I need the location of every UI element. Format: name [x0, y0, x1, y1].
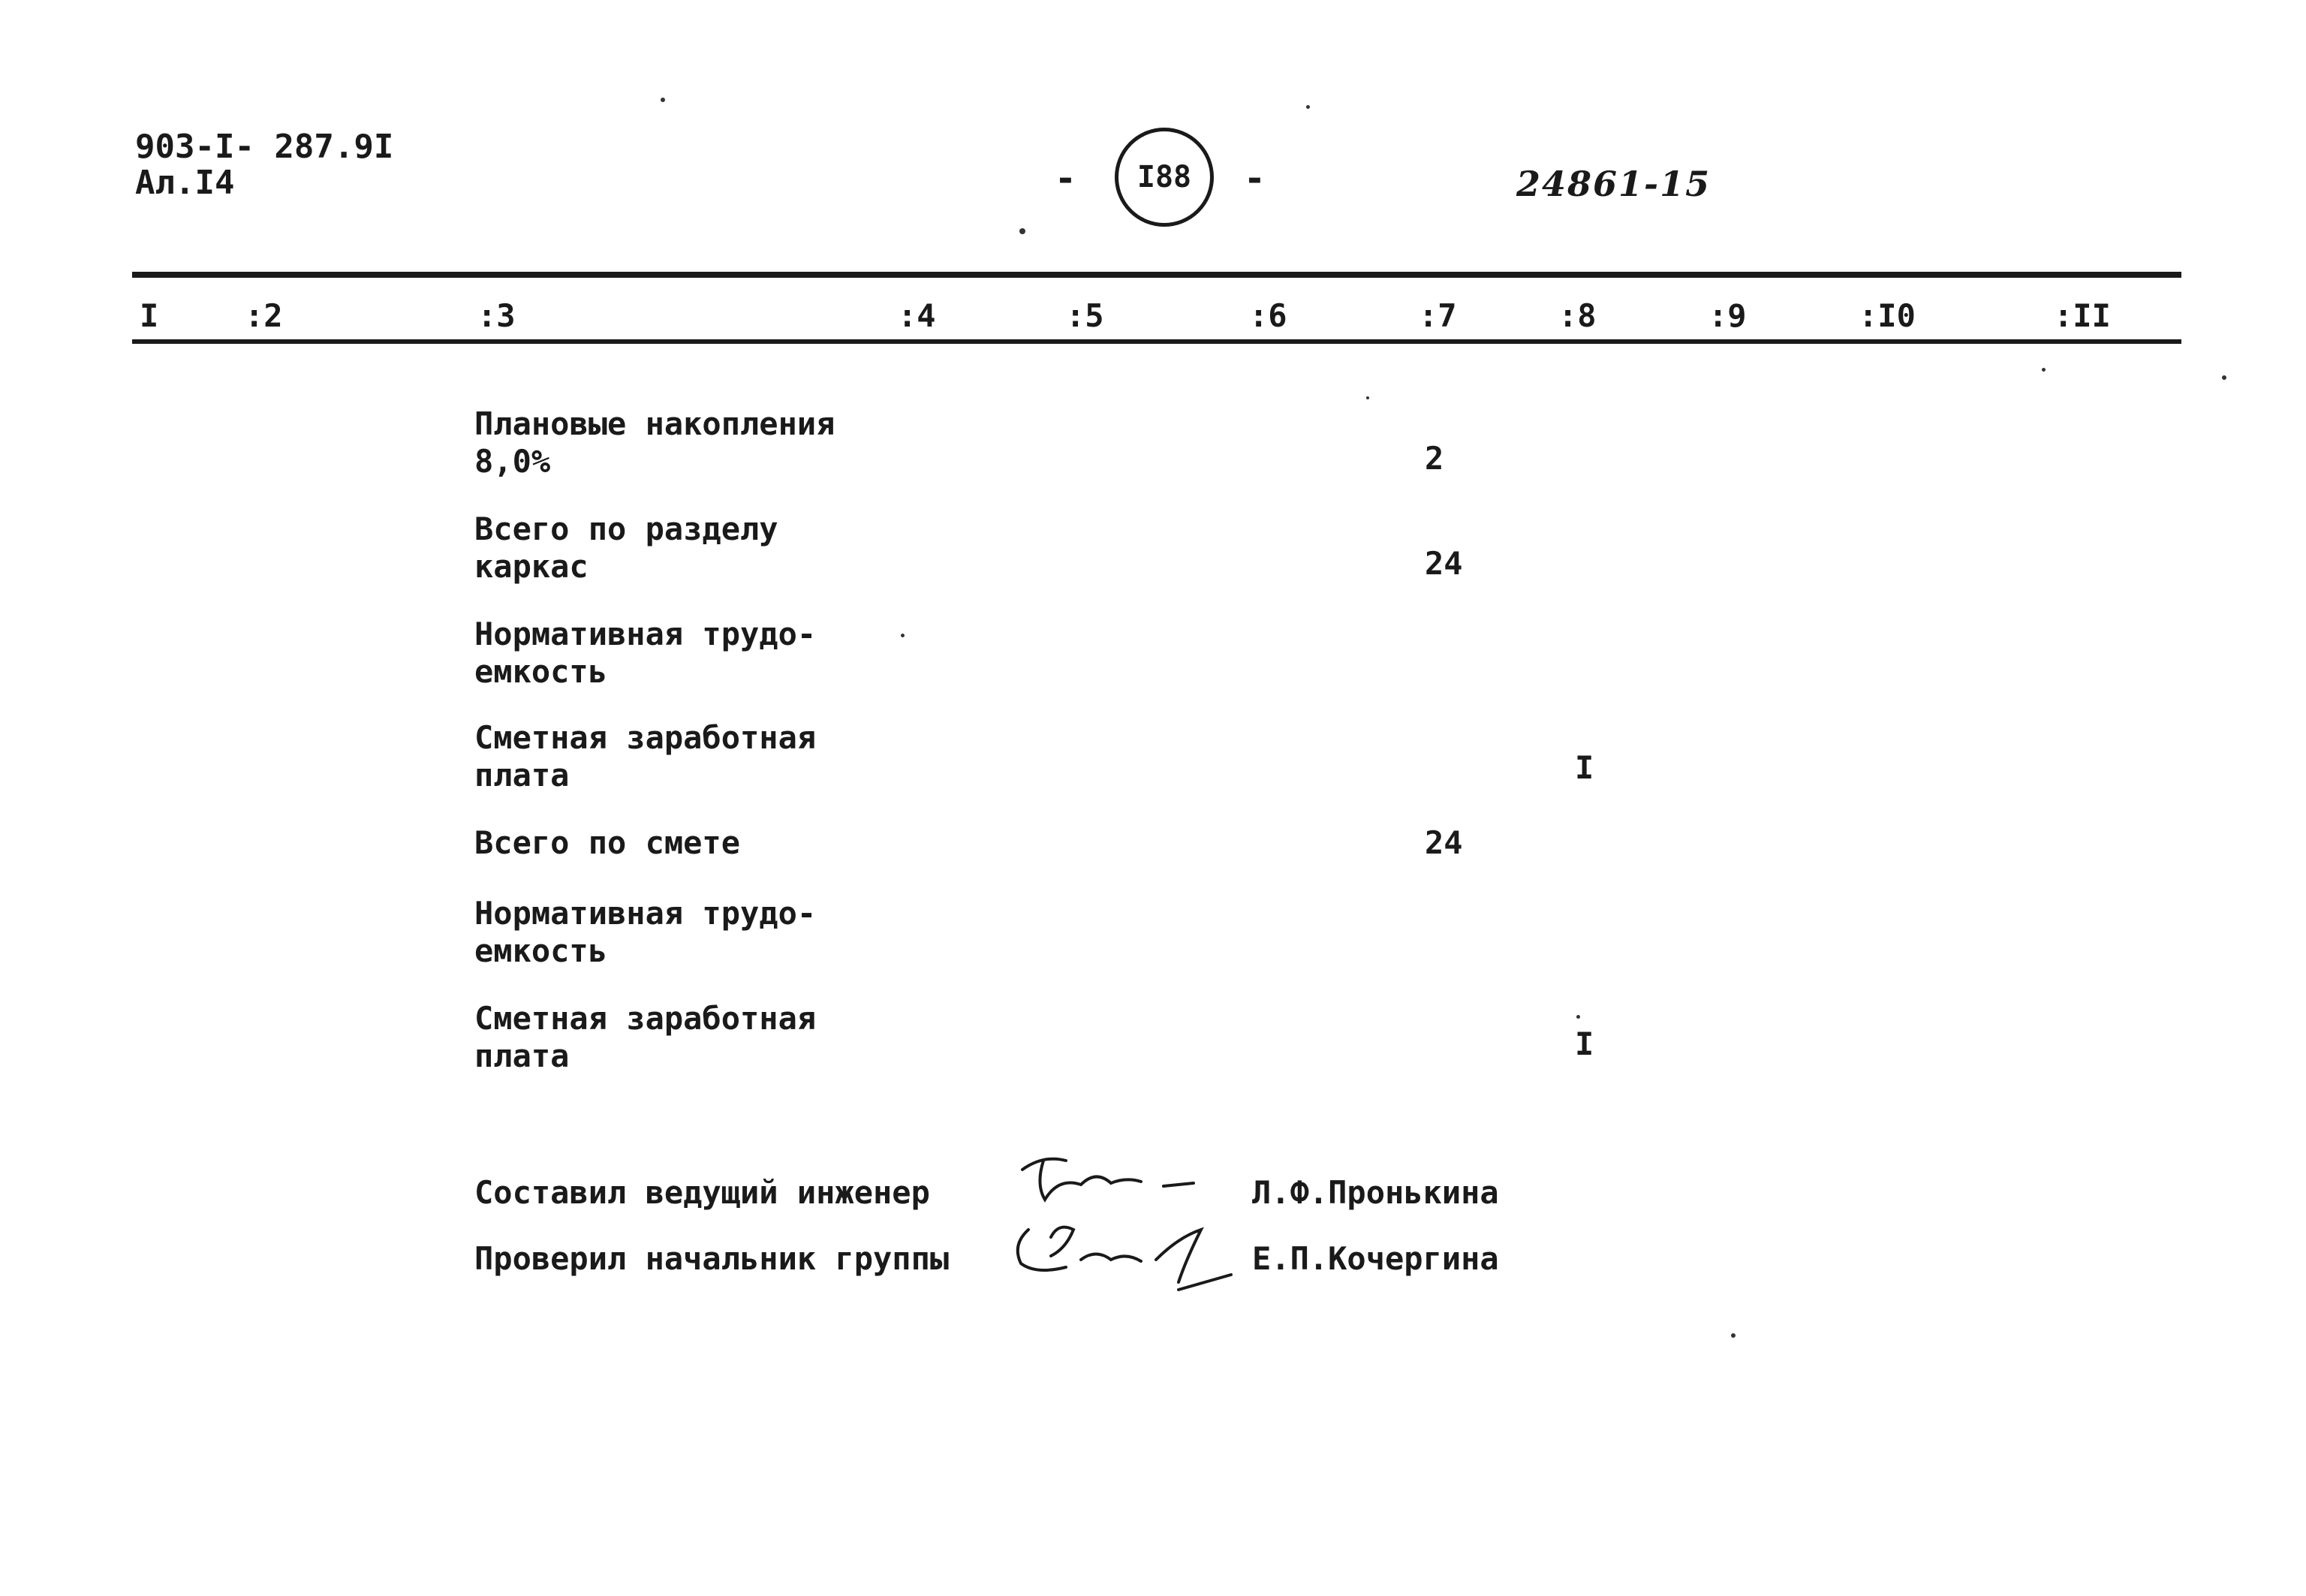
row-value-col7: 2 — [1425, 440, 1444, 477]
column-number: :4 — [898, 297, 936, 334]
header-rule-bottom — [132, 339, 2181, 344]
document-code-line1: 903-I- 287.9I — [135, 128, 394, 166]
column-number: :5 — [1066, 297, 1104, 334]
scan-speck — [2042, 368, 2046, 372]
document-code-line2: Ал.I4 — [135, 164, 235, 202]
row-value-col8: I — [1575, 749, 1594, 786]
scan-speck — [1306, 105, 1310, 109]
row-label-wages: Сметная заработная плата — [474, 719, 817, 793]
row-label-section-total: Всего по разделу каркас — [474, 510, 778, 585]
column-number: :6 — [1249, 297, 1287, 334]
row-value-col7: 24 — [1425, 824, 1463, 861]
header-rule-top — [132, 272, 2181, 278]
row-label-wages: Сметная заработная плата — [474, 1000, 817, 1074]
page-dash-right: - — [1244, 158, 1266, 200]
column-number: :9 — [1708, 297, 1747, 334]
page-dash-left: - — [1055, 158, 1076, 200]
column-number: :7 — [1419, 297, 1457, 334]
reviewer-role: Проверил начальник группы — [474, 1240, 950, 1277]
column-number: :8 — [1558, 297, 1597, 334]
scan-speck — [1019, 228, 1025, 234]
row-label-labor-intensity: Нормативная трудо- емкость — [474, 895, 817, 969]
scan-speck — [1366, 396, 1369, 399]
document-code — [135, 129, 393, 201]
column-number: :I0 — [1859, 297, 1916, 334]
scan-speck — [1576, 1015, 1580, 1019]
inventory-number: 24861-15 — [1516, 164, 1711, 204]
row-value-col7: 24 — [1425, 545, 1463, 582]
compiler-signature — [1013, 1147, 1239, 1215]
page-number-block — [1055, 128, 1325, 233]
row-label-labor-intensity: Нормативная трудо- емкость — [474, 616, 817, 690]
scan-speck — [901, 634, 905, 637]
column-number: :3 — [477, 297, 516, 334]
scan-speck — [661, 98, 665, 102]
column-number: I — [140, 297, 159, 334]
column-number: :II — [2054, 297, 2111, 334]
compiler-name: Л.Ф.Пронькина — [1252, 1174, 1499, 1211]
scan-speck — [1731, 1333, 1736, 1338]
compiler-role: Составил ведущий инженер — [474, 1174, 930, 1211]
scan-speck — [2222, 375, 2226, 380]
reviewer-name: Е.П.Кочергина — [1252, 1240, 1499, 1277]
column-number: :2 — [245, 297, 283, 334]
reviewer-signature — [1006, 1207, 1261, 1312]
row-label-estimate-total: Всего по смете — [474, 824, 741, 861]
page-number: I88 — [1115, 128, 1214, 227]
row-label-planned-savings: Плановые накопления 8,0% — [474, 405, 835, 480]
row-value-col8: I — [1575, 1025, 1594, 1062]
